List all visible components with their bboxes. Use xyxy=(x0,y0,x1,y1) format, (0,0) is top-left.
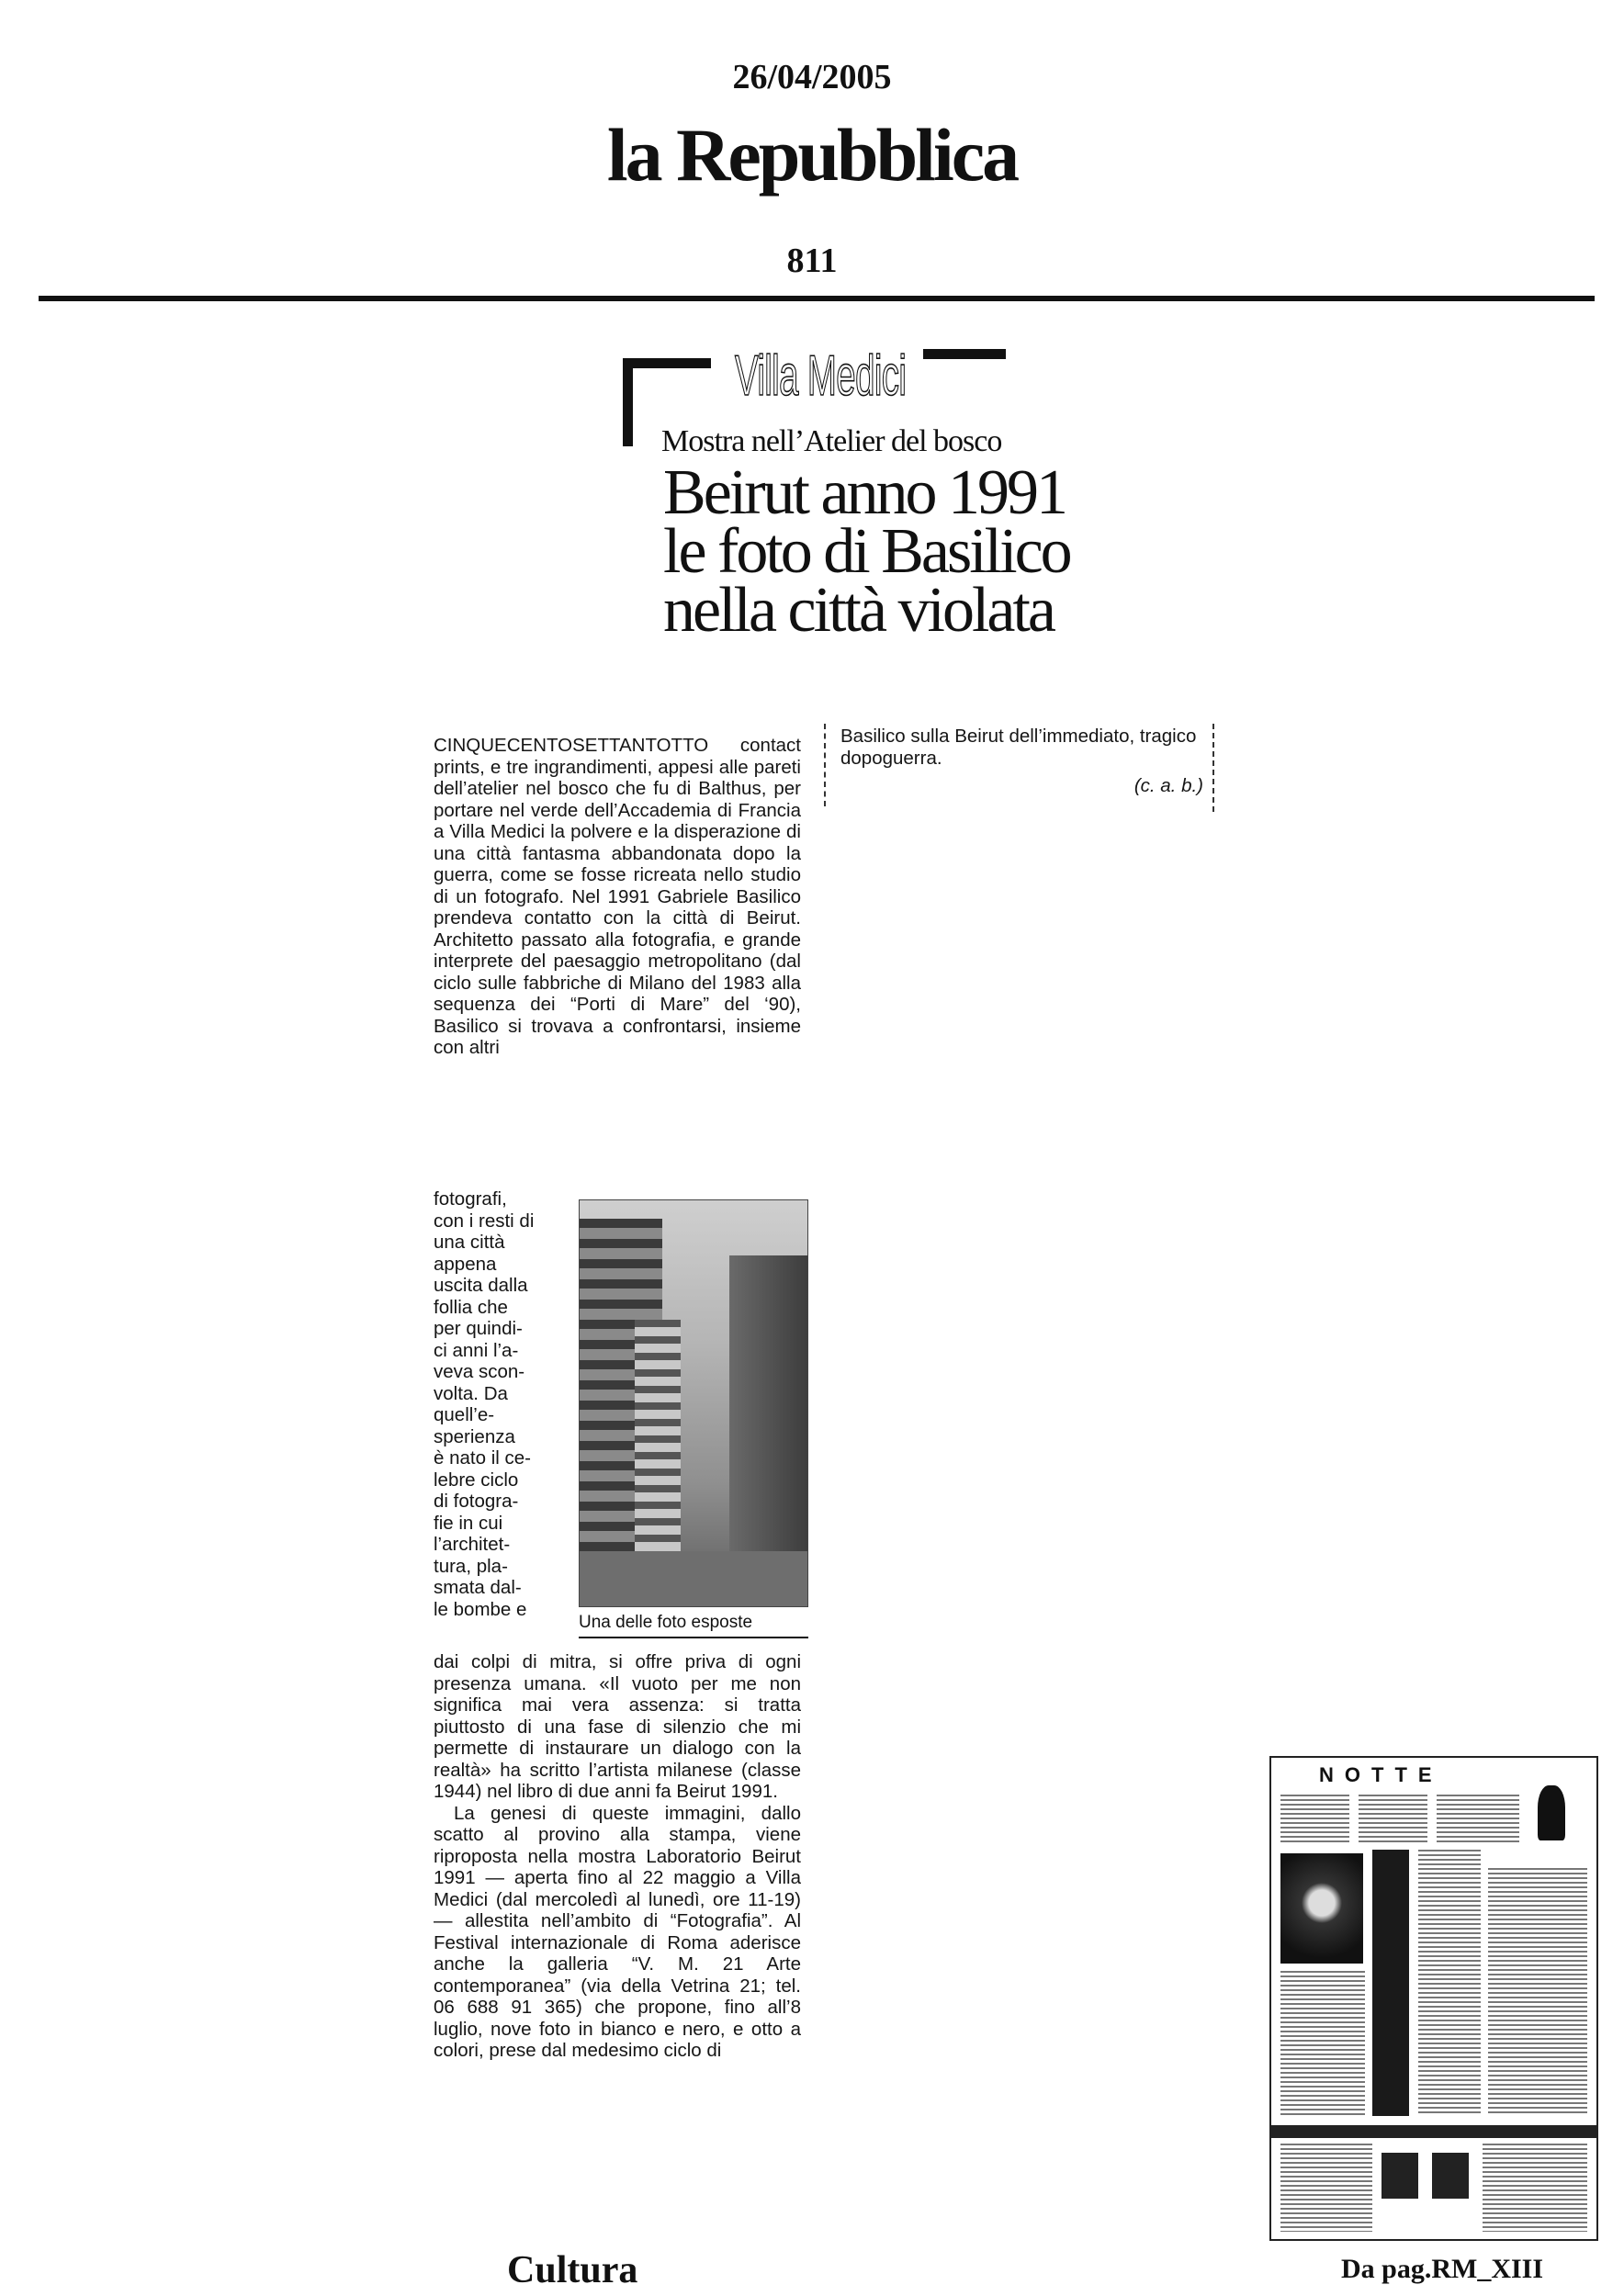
narrow-line: ci anni l’a- xyxy=(434,1339,519,1361)
beirut-street-photo xyxy=(579,1199,808,1607)
narrow-line: di fotogra- xyxy=(434,1491,519,1512)
narrow-line: sperienza xyxy=(434,1425,515,1447)
rubric-bracket-vertical xyxy=(623,358,633,446)
narrow-line: fotografi, xyxy=(434,1188,507,1210)
thumbnail-figure xyxy=(1538,1785,1565,1840)
narrow-line: veva scon- xyxy=(434,1361,525,1382)
narrow-line: lebre ciclo xyxy=(434,1469,519,1491)
column-divider-left xyxy=(824,724,826,806)
photo-caption: Una delle foto esposte xyxy=(579,1613,753,1632)
thumbnail-image xyxy=(1372,1850,1409,2116)
thumbnail-text-block xyxy=(1359,1795,1427,1845)
thumbnail-text-block xyxy=(1280,2144,1372,2232)
narrow-line: tura, pla- xyxy=(434,1555,508,1577)
thumbnail-image xyxy=(1280,1853,1363,1964)
column-divider-right xyxy=(1212,724,1214,812)
narrow-line: volta. Da xyxy=(434,1382,508,1404)
rubric-bracket-right xyxy=(923,349,1006,359)
thumbnail-band xyxy=(1271,2125,1596,2138)
narrow-line: quell’e- xyxy=(434,1404,495,1425)
thumbnail-image xyxy=(1382,2153,1418,2199)
page-thumbnail xyxy=(1269,1756,1598,2241)
header-rule xyxy=(39,296,1595,301)
narrow-line: con i resti di xyxy=(434,1210,535,1232)
thumbnail-text-block xyxy=(1418,1850,1481,2116)
section-label: Cultura xyxy=(507,2249,638,2291)
article-headline xyxy=(663,457,1070,646)
thumbnail-image xyxy=(1432,2153,1469,2199)
narrow-line: una città xyxy=(434,1232,505,1253)
headline-line-3: nella città violata xyxy=(663,575,1054,646)
newspaper-masthead: la Repubblica xyxy=(606,113,1018,197)
body-paragraph: dai colpi di mitra, si offre priva di ogni presenza umana. «Il vuoto per me non significa mai vera assenza: si tratta piuttosto di una fase di silenzio che mi permette di instaurare un dialogo con la realtà» ha scritto l’artista milanese (classe 1944) nel libro di due anni fa Beirut 1991. xyxy=(434,1651,801,1802)
article-body-top: CINQUECENTOSETTANTOTTO contact prints, e tre ingrandimenti, appesi alle pareti dell’atelier nel bosco che fu di Balthus, per portare nel verde dell’Accademia di Francia a Villa Medici la polvere e la disperazione di una città fantasma abbandonata dopo la guerra, come se fosse ricreata nello studio di un fotografo. Nel 1991 Gabriele Basilico prendeva contatto con la città di Beirut. Architetto passato alla fotografia, e grande interprete del paesaggio metropolitano (dal ciclo sulle fabbriche di Milano del 1983 alla sequenza dei “Porti di Mare” del ‘90), Basilico si trovava a confrontarsi, insieme con altri xyxy=(434,735,801,1058)
body-paragraph: La genesi di queste immagini, dallo scatto al provino alla stampa, viene riproposta nella mostra Laboratorio Beirut 1991 — aperta fino al 22 maggio a Villa Medici (dal mercoledì al lunedì, ore 11-19) — allestita nell’ambito di “Fotografia”. Al Festival internazionale di Roma aderisce anche la galleria “V. M. 21 Arte contemporanea” (via della Vetrina 21; tel. 06 688 91 365) che propone, fino all’8 luglio, nove foto in bianco e nero, e otto a colori, prese dal medesimo ciclo di xyxy=(434,1802,801,2061)
thumbnail-text-block xyxy=(1488,1868,1587,2116)
caption-underline xyxy=(579,1637,808,1638)
narrow-line: fie in cui xyxy=(434,1512,503,1534)
narrow-line: è nato il ce- xyxy=(434,1447,531,1469)
article-body-column2: Basilico sulla Beirut dell’immediato, tragico dopoguerra. xyxy=(840,726,1197,769)
issue-date: 26/04/2005 xyxy=(732,58,892,96)
article-body-bottom xyxy=(434,1651,801,2062)
narrow-line: l’architet- xyxy=(434,1534,511,1555)
narrow-line: uscita dalla xyxy=(434,1275,528,1296)
article-kicker: Mostra nell’Atelier del bosco xyxy=(661,424,1002,458)
article-body-narrow xyxy=(434,1188,571,1620)
narrow-line: le bombe e xyxy=(434,1598,527,1620)
thumbnail-text-block xyxy=(1280,1971,1365,2116)
thumbnail-text-block xyxy=(1437,1795,1519,1845)
narrow-line: appena xyxy=(434,1253,497,1275)
rubric-bracket-left xyxy=(623,358,711,368)
section-rubric: Villa Medici xyxy=(735,344,907,408)
author-signature: (c. a. b.) xyxy=(1133,775,1203,796)
thumbnail-text-block xyxy=(1483,2144,1587,2232)
source-page: Da pag.RM_XIII xyxy=(1341,2254,1544,2284)
narrow-line: smata dal- xyxy=(434,1577,522,1598)
thumbnail-title: NOTTE xyxy=(1319,1763,1443,1786)
narrow-line: per quindi- xyxy=(434,1318,523,1339)
thumbnail-text-block xyxy=(1280,1795,1349,1845)
page-code: 811 xyxy=(786,242,838,280)
headline-line-1: Beirut anno 1991 xyxy=(663,457,1066,528)
headline-line-2: le foto di Basilico xyxy=(663,516,1070,587)
narrow-line: follia che xyxy=(434,1296,508,1318)
